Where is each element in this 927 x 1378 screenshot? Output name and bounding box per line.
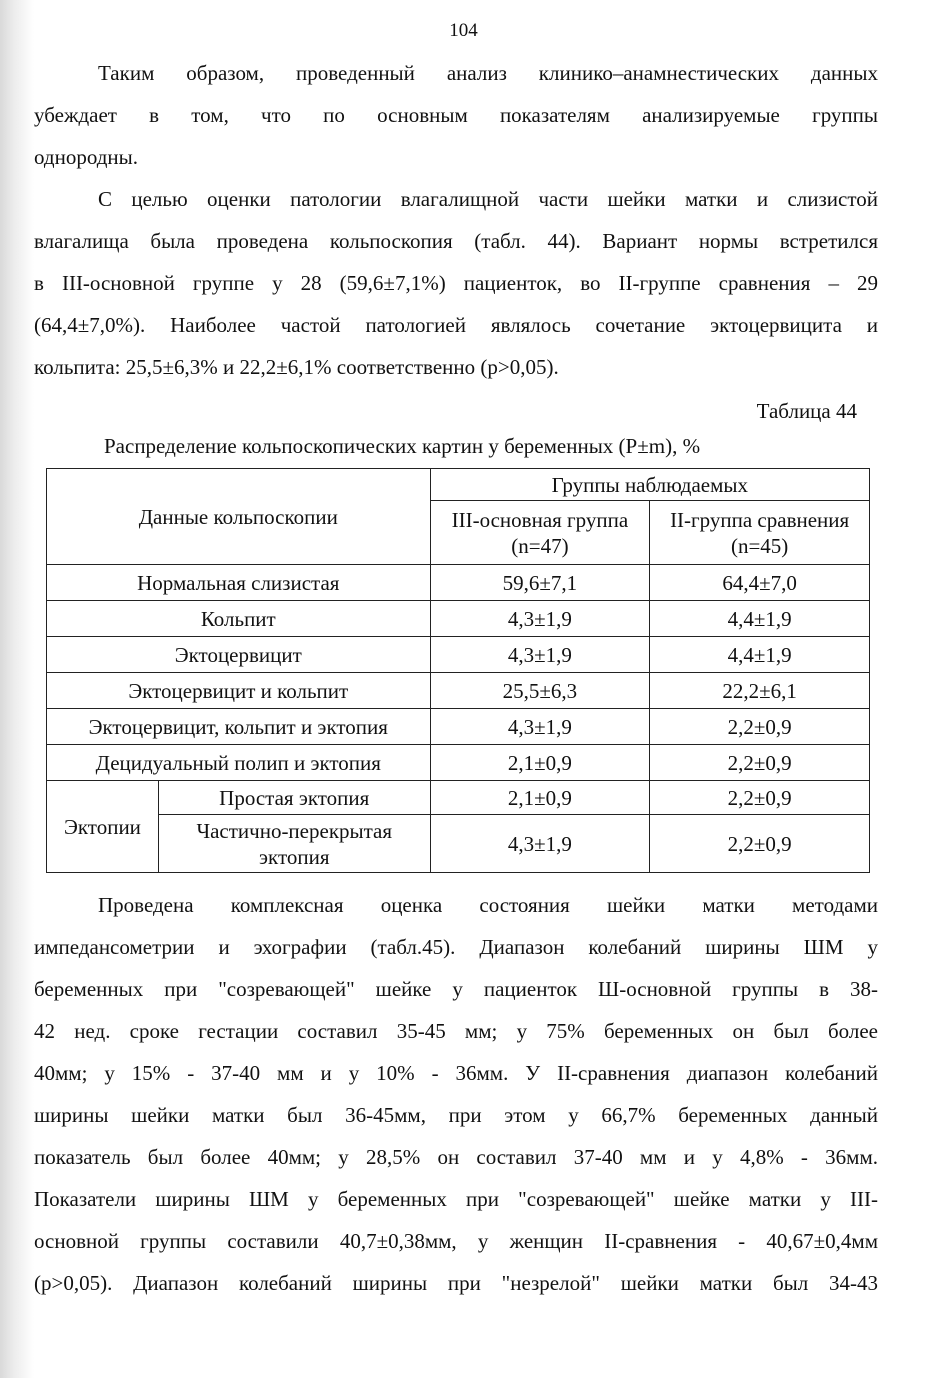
table-number: Таблица 44: [756, 399, 857, 423]
text-line: в III-основной группе у 28 (59,6±7,1%) пациенток, во II-группе сравнения – 29: [34, 271, 878, 295]
text-line: Проведена комплексная оценка состояния шейки матки методами: [98, 893, 878, 917]
text-line: убеждает в том, что по основным показателям анализируемые группы: [34, 103, 878, 127]
cell-g1: 2,1±0,9: [430, 781, 650, 815]
text-line: ширины шейки матки был 36-45мм, при этом у 66,7% беременных данный: [34, 1103, 878, 1127]
colposcopy-table: [46, 468, 870, 873]
text-line: (p>0,05). Диапазон колебаний ширины при "незрелой" шейки матки был 34-43: [34, 1271, 878, 1295]
cell-g1: 4,3±1,9: [430, 709, 650, 745]
row-label: Простая эктопия: [158, 781, 430, 815]
paragraph-2: [34, 178, 878, 388]
text-line: основной группы составили 40,7±0,38мм, у женщин II-сравнения - 40,67±0,4мм: [34, 1229, 878, 1253]
cell-g1: 4,3±1,9: [430, 637, 650, 673]
row-label: Эктоцервицит: [47, 637, 431, 673]
text-line: однородны.: [34, 145, 138, 169]
header-groups: Группы наблюдаемых: [430, 469, 869, 501]
row-label: Эктоцервицит, кольпит и эктопия: [47, 709, 431, 745]
text-line: импедансометрии и эхографии (табл.45). Диапазон колебаний ширины ШМ у: [34, 935, 878, 959]
text-line: С целью оценки патологии влагалищной части шейки матки и слизистой: [98, 187, 878, 211]
cell-g2: 4,4±1,9: [650, 637, 870, 673]
paragraph-3: [34, 884, 878, 1304]
row-label: Эктоцервицит и кольпит: [47, 673, 431, 709]
cell-g1: 59,6±7,1: [430, 565, 650, 601]
cell-g1: 4,3±1,9: [430, 815, 650, 873]
text-line: 42 нед. сроке гестации составил 35-45 мм; у 75% беременных он был более: [34, 1019, 878, 1043]
page-number: 104: [449, 20, 478, 41]
cell-g2: 2,2±0,9: [650, 815, 870, 873]
text-line: показатель был более 40мм; у 28,5% он составил 37-40 мм и у 4,8% - 36мм.: [34, 1145, 878, 1169]
text-line: 40мм; у 15% - 37-40 мм и у 10% - 36мм. У II-сравнения диапазон колебаний: [34, 1061, 878, 1085]
table-caption: Распределение кольпоскопических картин у беременных (P±m), %: [104, 434, 701, 458]
header-group2: II-группа сравнения (n=45): [650, 501, 870, 565]
cell-g1: 2,1±0,9: [430, 745, 650, 781]
cell-g2: 64,4±7,0: [650, 565, 870, 601]
cell-g2: 4,4±1,9: [650, 601, 870, 637]
text-line: Таким образом, проведенный анализ клинико–анамнестических данных: [98, 61, 878, 85]
cell-g1: 4,3±1,9: [430, 601, 650, 637]
text-line: (64,4±7,0%). Наиболее частой патологией являлось сочетание эктоцервицита и: [34, 313, 878, 337]
text-line: беременных при "созревающей" шейке у пациенток Ш-основной группы в 38-: [34, 977, 878, 1001]
cell-g2: 2,2±0,9: [650, 745, 870, 781]
ectopy-group-label: Эктопии: [47, 781, 159, 873]
row-label: Нормальная слизистая: [47, 565, 431, 601]
text-line: Показатели ширины ШМ у беременных при "созревающей" шейке матки у III-: [34, 1187, 878, 1211]
header-group1: III-основная группа (n=47): [430, 501, 650, 565]
cell-g2: 22,2±6,1: [650, 673, 870, 709]
text-line: кольпита: 25,5±6,3% и 22,2±6,1% соответственно (p>0,05).: [34, 355, 559, 379]
cell-g2: 2,2±0,9: [650, 781, 870, 815]
row-label: Частично-перекрытая эктопия: [158, 815, 430, 873]
row-label: Децидуальный полип и эктопия: [47, 745, 431, 781]
scan-shadow: [0, 0, 34, 1378]
cell-g1: 25,5±6,3: [430, 673, 650, 709]
paragraph-1: [34, 52, 878, 178]
cell-g2: 2,2±0,9: [650, 709, 870, 745]
row-label: Кольпит: [47, 601, 431, 637]
header-data-col: Данные кольпоскопии: [47, 469, 431, 565]
text-line: влагалища была проведена кольпоскопия (табл. 44). Вариант нормы встретился: [34, 229, 878, 253]
